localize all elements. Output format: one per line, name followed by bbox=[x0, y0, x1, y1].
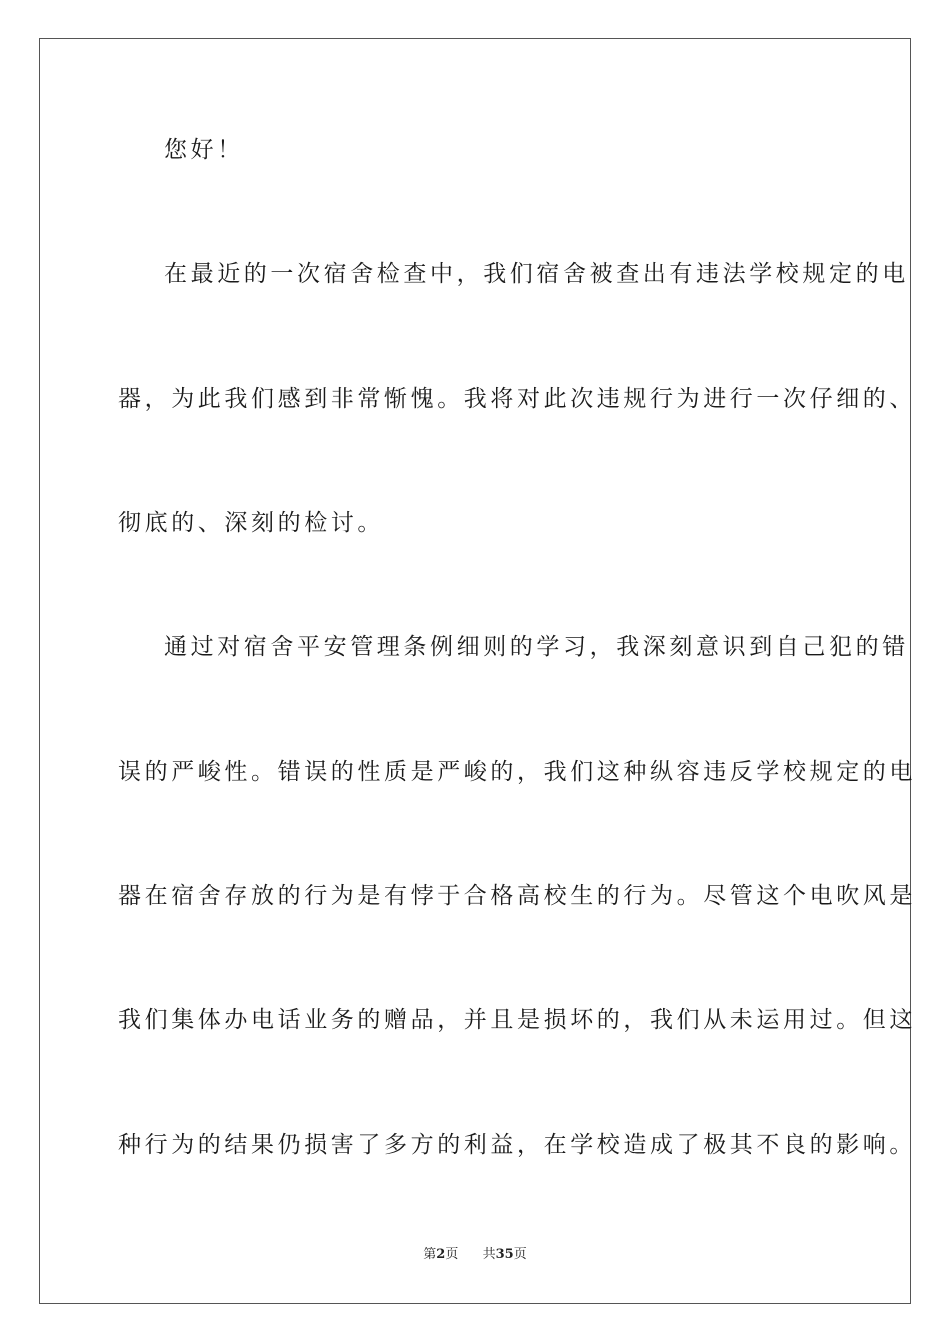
paragraph-2-line-1: 通过对宿舍平安管理条例细则的学习，我深刻意识到自己犯的错 bbox=[164, 634, 909, 660]
page-border bbox=[39, 38, 911, 1304]
current-page-number: 2 bbox=[436, 1247, 446, 1262]
page-indicator: 第2页 bbox=[423, 1247, 459, 1262]
paragraph-2-line-2: 误的严峻性。错误的性质是严峻的，我们这种纵容违反学校规定的电 bbox=[118, 759, 916, 785]
paragraph-1-line-3: 彻底的、深刻的检讨。 bbox=[118, 510, 384, 536]
paragraph-1-line-1: 在最近的一次宿舍检查中，我们宿舍被查出有违法学校规定的电 bbox=[164, 261, 909, 287]
total-page-number: 35 bbox=[495, 1247, 514, 1262]
page-footer bbox=[0, 1246, 950, 1264]
total-pages-indicator: 共35页 bbox=[482, 1247, 527, 1262]
paragraph-2-line-5: 种行为的结果仍损害了多方的利益，在学校造成了极其不良的影响。 bbox=[118, 1132, 916, 1158]
greeting: 您好！ bbox=[164, 137, 244, 163]
paragraph-1-line-2: 器，为此我们感到非常惭愧。我将对此次违规行为进行一次仔细的、 bbox=[118, 386, 916, 412]
paragraph-2-line-3: 器在宿舍存放的行为是有悖于合格高校生的行为。尽管这个电吹风是 bbox=[118, 883, 916, 909]
paragraph-2-line-4: 我们集体办电话业务的赠品，并且是损坏的，我们从未运用过。但这 bbox=[118, 1007, 916, 1033]
